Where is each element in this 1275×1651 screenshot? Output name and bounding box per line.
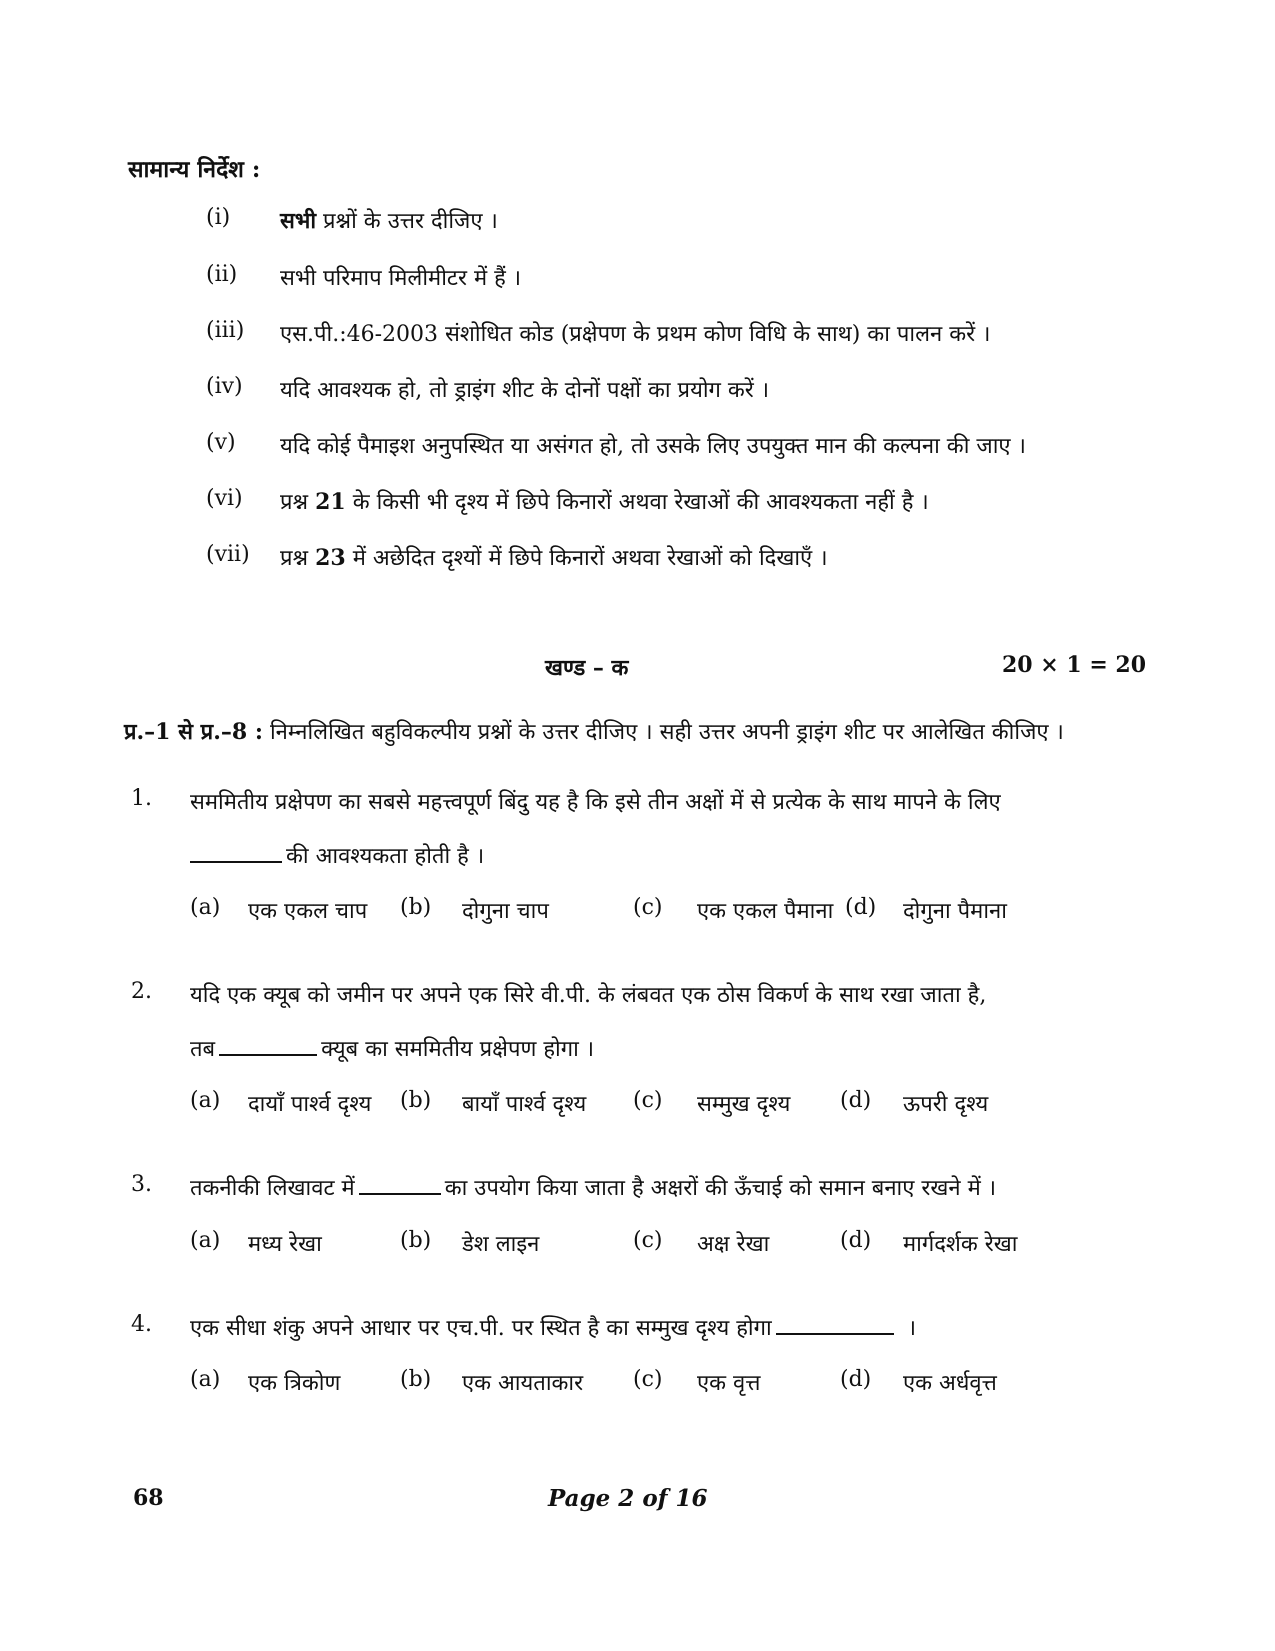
section-title: खण्ड – क [545,655,629,681]
instruction-text: एस.पी.:46-2003 संशोधित कोड (प्रक्षेपण के प्रथम कोण विधि के साथ) का पालन करें । [280,322,991,347]
option-text: एक त्रिकोण [248,1371,341,1396]
question-text-after-blank: । [907,1316,917,1341]
option-label: (a) [190,1088,221,1113]
instruction-number: (vii) [206,542,250,567]
question-number: 1. [131,786,152,811]
instruction-prefix: प्रश्न [280,490,316,515]
question-number: 4. [131,1312,152,1337]
option-text: एक एकल चाप [248,899,368,924]
instruction-number: (vi) [206,486,243,511]
paper-code: 68 [133,1485,164,1511]
option-label: (d) [845,895,877,920]
instruction-bold: सभी [280,208,317,234]
option-text: बायाँ पार्श्व दृश्य [462,1092,587,1117]
instruction-bold: 21 [315,489,346,515]
option-text: एक वृत्त [697,1371,761,1396]
instruction-bold: 23 [315,545,346,571]
question-text-after-blank: क्यूब का सममितीय प्रक्षेपण होगा । [321,1037,595,1062]
answer-blank [219,1053,317,1056]
instruction-text [280,205,498,235]
question-text-line2 [190,1033,594,1063]
page-number: Page 2 of 16 [548,1485,708,1512]
option-label: (a) [190,895,221,920]
question-text [190,1172,996,1202]
question-text-before-blank: तकनीकी लिखावट में [190,1176,355,1201]
option-label: (c) [633,1088,663,1113]
option-label: (b) [400,895,432,920]
option-text: ऊपरी दृश्य [903,1092,989,1117]
option-text: मार्गदर्शक रेखा [903,1232,1018,1257]
instruction-text: सभी परिमाप मिलीमीटर में हैं । [280,266,522,291]
instruction-text [280,542,828,572]
section-marks: 20 × 1 = 20 [1002,652,1147,678]
section-intro-bold: प्र.–1 से प्र.–8 : [124,719,263,745]
answer-blank [359,1192,441,1195]
option-label: (a) [190,1367,221,1392]
instruction-prefix: प्रश्न [280,546,316,571]
instruction-text [280,486,929,516]
option-label: (c) [633,895,663,920]
question-text: यदि एक क्यूब को जमीन पर अपने एक सिरे वी.पी. के लंबवत एक ठोस विकर्ण के साथ रखा जाता है, [190,983,987,1008]
instruction-text: यदि कोई पैमाइश अनुपस्थित या असंगत हो, तो उसके लिए उपयुक्त मान की कल्पना की जाए । [280,434,1026,459]
option-text: डेश लाइन [462,1232,540,1257]
option-label: (d) [840,1228,872,1253]
question-number: 3. [131,1172,152,1197]
question-text: सममितीय प्रक्षेपण का सबसे महत्त्वपूर्ण बिंदु यह है कि इसे तीन अक्षों में से प्रत्येक के साथ मापने के लिए [190,790,1001,815]
instruction-number: (ii) [206,262,238,287]
option-text: एक अर्धवृत्त [903,1371,997,1396]
instructions-heading: सामान्य निर्देश : [128,156,261,183]
instruction-rest: के किसी भी दृश्य में छिपे किनारों अथवा रेखाओं की आवश्यकता नहीं है । [345,490,929,515]
instruction-text: यदि आवश्यक हो, तो ड्राइंग शीट के दोनों पक्षों का प्रयोग करें । [280,378,770,403]
option-text: दायाँ पार्श्व दृश्य [248,1092,372,1117]
option-label: (b) [400,1228,432,1253]
question-text-before-blank: तब [190,1037,216,1062]
question-text-after-blank: का उपयोग किया जाता है अक्षरों की ऊँचाई को समान बनाए रखने में । [444,1176,997,1201]
question-text-after-blank: की आवश्यकता होती है । [286,844,485,869]
instruction-number: (i) [206,205,231,230]
option-text: अक्ष रेखा [697,1232,770,1257]
instruction-number: (iv) [206,374,243,399]
option-text: सम्मुख दृश्य [697,1092,791,1117]
option-text: एक आयताकार [462,1371,584,1396]
option-label: (c) [633,1367,663,1392]
option-text: एक एकल पैमाना [697,899,834,924]
question-text [190,1312,916,1342]
section-intro-text: निम्नलिखित बहुविकल्पीय प्रश्नों के उत्तर दीजिए । सही उत्तर अपनी ड्राइंग शीट पर आलेखित कीजिए । [262,720,1064,745]
instruction-number: (v) [206,430,236,455]
option-label: (d) [840,1088,872,1113]
option-label: (b) [400,1367,432,1392]
instruction-number: (iii) [206,318,245,343]
option-label: (b) [400,1088,432,1113]
option-label: (d) [840,1367,872,1392]
option-text: दोगुना पैमाना [903,899,1007,924]
instruction-rest: प्रश्नों के उत्तर दीजिए । [316,209,498,234]
section-intro [124,705,1144,760]
instruction-rest: में अछेदित दृश्यों में छिपे किनारों अथवा रेखाओं को दिखाएँ । [345,546,828,571]
question-number: 2. [131,979,152,1004]
option-text: दोगुना चाप [462,899,549,924]
option-text: मध्य रेखा [248,1232,322,1257]
answer-blank [776,1332,894,1335]
question-text-before-blank: एक सीधा शंकु अपने आधार पर एच.पी. पर स्थित है का सम्मुख दृश्य होगा [190,1316,772,1341]
question-text-line2 [190,840,484,870]
answer-blank [190,860,282,863]
option-label: (a) [190,1228,221,1253]
option-label: (c) [633,1228,663,1253]
